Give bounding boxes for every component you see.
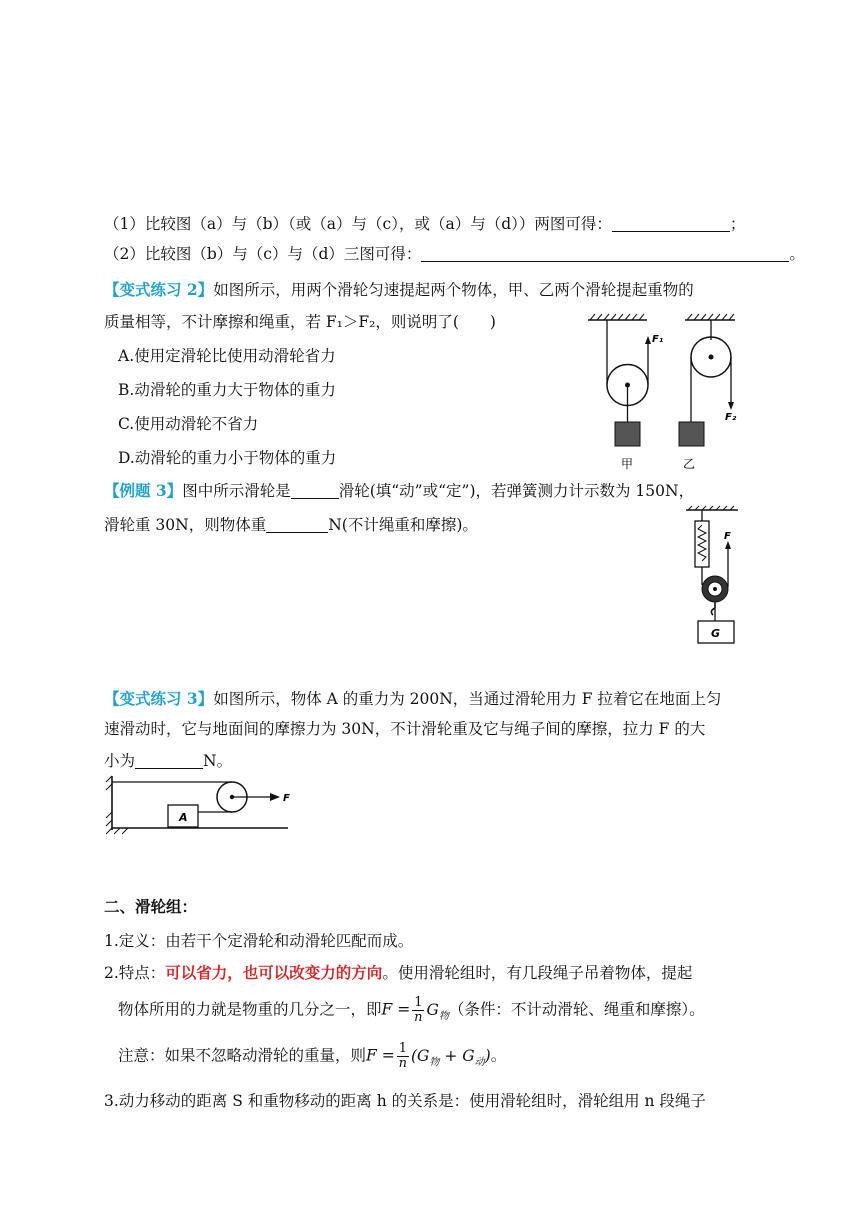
relation-line: 3.动力移动的距离 S 和重物移动的距离 h 的关系是：使用滑轮组时，滑轮组用 n 段绳子: [104, 1092, 706, 1110]
svg-text:F₁: F₁: [652, 334, 664, 345]
formula-fraction: $\frac{1}{n}$: [414, 995, 423, 1025]
option-a[interactable]: A.使用定滑轮比使用动滑轮省力: [118, 347, 336, 365]
answer-blank[interactable]: [266, 516, 328, 533]
svg-text:甲: 甲: [621, 457, 634, 471]
option-c[interactable]: C.使用动滑轮不省力: [118, 415, 259, 433]
feature-line-1: 2.特点：可以省力，也可以改变力的方向。使用滑轮组时，有几段绳子吊着物体，提起: [104, 963, 693, 982]
svg-text:F₂: F₂: [725, 412, 737, 423]
answer-blank[interactable]: [135, 752, 203, 769]
example-3-line-2: 滑轮重 30N，则物体重 N(不计绳重和摩擦)。: [104, 516, 478, 534]
svg-text:F: F: [724, 531, 731, 542]
exercise-2-line-2: 质量相等，不计摩擦和绳重，若 F₁＞F₂，则说明了( ): [104, 313, 496, 331]
answer-blank[interactable]: [291, 482, 339, 499]
svg-text:G: G: [711, 627, 721, 640]
feature-line-2: 物体所用的力就是物重的几分之一，即F = $\frac{1}{n}$ $G_物$（条件：不计动滑轮、绳重和摩擦）。: [118, 995, 705, 1025]
exercise-3-line-3: 小为 N。: [104, 752, 233, 770]
formula-f-equals: F =: [381, 1000, 411, 1019]
horizontal-pulley-figure: [104, 772, 304, 840]
answer-blank[interactable]: [421, 245, 789, 262]
exercise-3-line-2: 速滑动时，它与地面间的摩擦力为 30N，不计滑轮重及它与绳子间的摩擦，拉力 F 的大: [104, 720, 706, 738]
exercise-3-line-1: 【变式练习 3】如图所示，物体 A 的重力为 200N，当通过滑轮用力 F 拉着它在地面上匀: [104, 689, 722, 708]
formula-g-object: $G_物$: [426, 1000, 449, 1022]
formula-f-equals: F =: [366, 1046, 395, 1065]
spring-scale-pulley-figure: [682, 505, 746, 653]
note-line: 注意：如果不忽略动滑轮的重量，则F = $\frac{1}{n}$ $(G_物 + G_动)$。: [118, 1041, 507, 1071]
formula-fraction: $\frac{1}{n}$: [398, 1041, 408, 1071]
definition-line: 1.定义：由若干个定滑轮和动滑轮匹配而成。: [104, 932, 414, 950]
svg-text:A: A: [179, 811, 188, 824]
option-b[interactable]: B.动滑轮的重力大于物体的重力: [118, 381, 336, 399]
answer-blank[interactable]: [612, 215, 730, 232]
example-3-line-1: 【例题 3】图中所示滑轮是 滑轮(填“动”或“定”)，若弹簧测力计示数为 150N，: [104, 481, 695, 500]
pulley-figure-jia-yi: [585, 312, 745, 474]
question-2: （2）比较图（b）与（c）与（d）三图可得： 。: [104, 245, 805, 263]
section-title: 二、滑轮组：: [104, 897, 198, 916]
svg-text:F: F: [283, 793, 290, 804]
exercise-2-line-1: 【变式练习 2】如图所示，用两个滑轮匀速提起两个物体，甲、乙两个滑轮提起重物的: [104, 280, 694, 299]
formula-g-sum: $(G_物 + G_动)$: [410, 1046, 491, 1068]
question-1: （1）比较图（a）与（b）（或（a）与（c），或（a）与（d））两图可得： ；: [104, 215, 746, 233]
svg-text:乙: 乙: [683, 457, 696, 471]
option-d[interactable]: D.动滑轮的重力小于物体的重力: [118, 449, 337, 467]
